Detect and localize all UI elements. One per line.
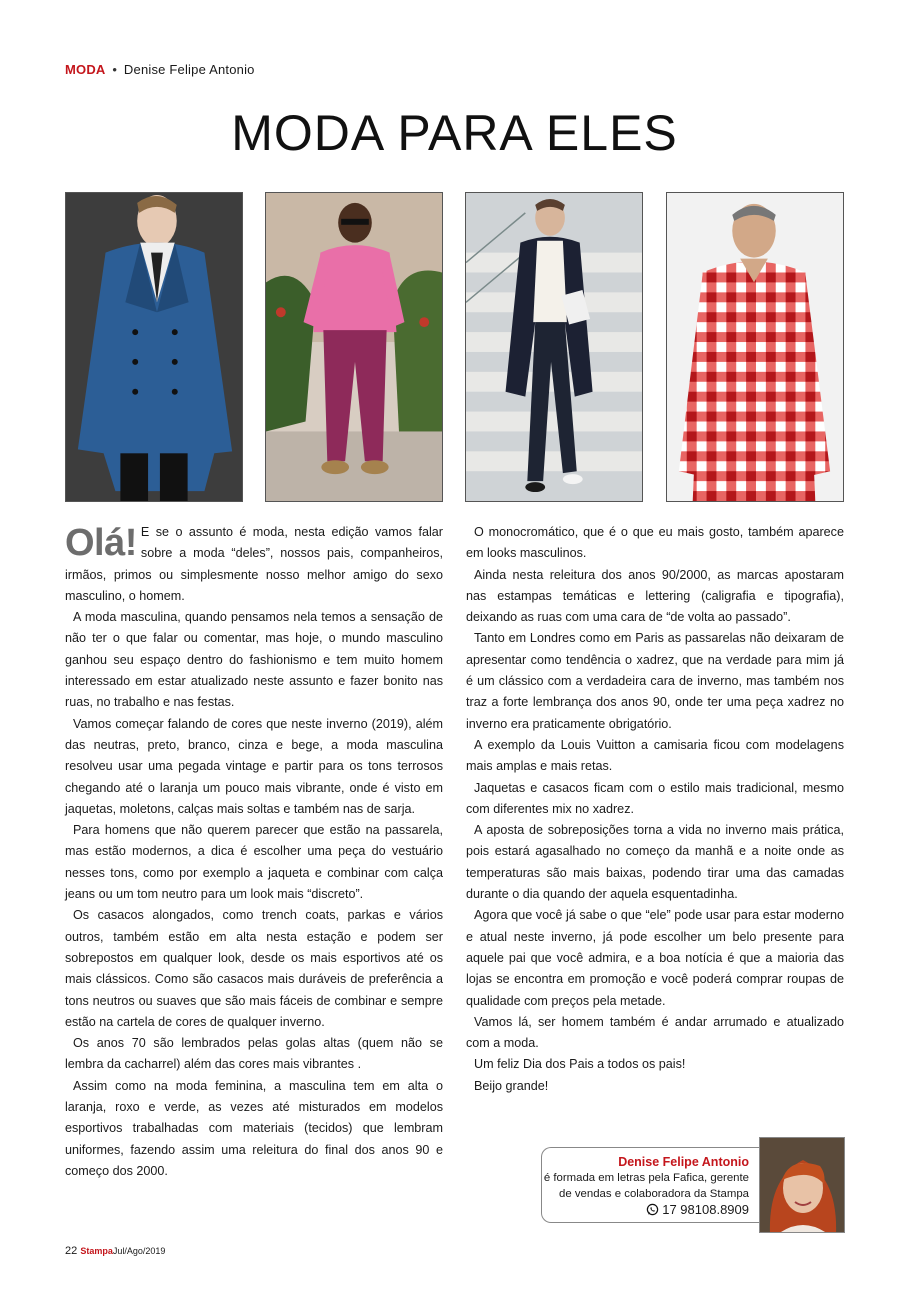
- author-name: Denise Felipe Antonio: [618, 1155, 749, 1169]
- intro-text: E se o assunto é moda, nesta edição vamos falar sobre a moda “deles”, nossos pais, companheiros, irmãos, primos ou simplesmente nosso melhor amigo do sexo masculino, o homem.: [65, 525, 443, 603]
- paragraph: Tanto em Londres como em Paris as passarelas não deixaram de apresentar como tendência o xadrez, que na verdade para mim já é um clássico com a verdadeira cara de inverno, mas também nos traz a forte lembrança dos anos 90, onde ter uma peça xadrez no inverno era praticamente obrigatório.: [466, 631, 844, 731]
- phone-number: 17 98108.8909: [662, 1202, 749, 1217]
- author-bio-line1: é formada em letras pela Fafica, gerente: [543, 1172, 749, 1184]
- paragraph: Para homens que não querem parecer que estão na passarela, mas estão modernos, a dica é escolher uma peça do vestuário nesses tons, como por exemplo a jaqueta e combinar com calça jeans ou um tom neutro para um look mais “discreto”.: [65, 823, 443, 902]
- paragraph: Os casacos alongados, como trench coats, parkas e vários outros, também estão em alta nesta estação e podem ser sobrepostos em qualquer look, desde os mais esportivos até os mais clássicos. Como são casacos mais duráveis de preferência a tons neutros ou suaves que são mais fáceis de combinar e sempre estão na cartela de cores de qualquer inverno.: [65, 908, 443, 1029]
- whatsapp-icon: [646, 1202, 663, 1217]
- paragraph: A aposta de sobreposições torna a vida no inverno mais prática, pois estará agasalhado no começo da manhã e a noite onde as temperaturas são mais baixas, podendo tirar uma das camadas durante o dia quando der aquela esquentadinha.: [466, 823, 844, 902]
- photo-trench-coat: [65, 192, 243, 502]
- section-category: MODA: [65, 62, 106, 77]
- paragraph: Vamos lá, ser homem também é andar arrumado e atualizado com a moda.: [466, 1014, 844, 1051]
- paragraph: Agora que você já sabe o que “ele” pode usar para estar moderno e atual neste inverno, já pode escolher um belo presente para aquele pai que você admira, e a boa notícia é que a maioria das lojas se encontra em promoção e você poderá comprar roupas de qualidade com preços pela metade.: [466, 908, 844, 1008]
- author-photo: [759, 1137, 845, 1233]
- paragraph-intro: [65, 522, 443, 607]
- dropcap: Olá!: [65, 522, 137, 564]
- photo-pink-shirt: [265, 192, 443, 502]
- author-phone: [542, 1202, 749, 1218]
- paragraph: Assim como na moda feminina, a masculina tem em alta o laranja, roxo e verde, as vezes até misturados em modelos esportivos trabalhadas com materiais (tecidos) que lembram uniformes, fazendo assim uma releitura do final dos anos 90 e começo dos 2000.: [65, 1078, 443, 1178]
- paragraph: O monocromático, que é o que eu mais gosto, também aparece em looks masculinos.: [466, 525, 844, 561]
- page-footer: [65, 1245, 165, 1257]
- article-column-right: [466, 522, 844, 1097]
- section-tag: [65, 62, 255, 77]
- paragraph: Ainda nesta releitura dos anos 90/2000, as marcas apostaram nas estampas temáticas e lettering (caligrafia e tipografia), deixando as ruas com uma cara de “de volta ao passado”.: [466, 567, 844, 625]
- paragraph: Um feliz Dia dos Pais a todos os pais!: [474, 1057, 686, 1072]
- paragraph: Jaquetas e casacos ficam com o estilo mais tradicional, mesmo com diferentes mix no xadrez.: [466, 780, 844, 816]
- author-bio-line2: de vendas e colaboradora da Stampa: [559, 1188, 749, 1200]
- page-number: 22: [65, 1245, 78, 1257]
- photo-plaid-shirt: [666, 192, 844, 502]
- paragraph: Os anos 70 são lembrados pelas golas altas (quem não se lembra da cacharrel) além das cores mais vibrantes .: [65, 1036, 443, 1072]
- magazine-brand: Stampa: [80, 1246, 113, 1256]
- paragraph: A moda masculina, quando pensamos nela temos a sensação de não ter o que falar ou comentar, mas hoje, o mundo masculino ganhou seu espaço dentro do fashionismo e tem muito homem interessado em estar atualizado neste assunto e fazer bonito nas ruas, no trabalho e nas festas.: [65, 610, 443, 710]
- section-author: Denise Felipe Antonio: [123, 62, 255, 77]
- article-column-left: [65, 522, 443, 1182]
- paragraph: Vamos começar falando de cores que neste inverno (2019), além das neutras, preto, branco, cinza e bege, a moda masculina resolveu usar uma pegada vintage e partir para os tons terrosos chegando até o laranja um pouco mais vibrante, onde é visto em jaquetas, moletons, calças mais soltas e também nas de sarja.: [65, 716, 443, 816]
- photo-navy-coat: [465, 192, 643, 502]
- paragraph: Beijo grande!: [474, 1078, 549, 1093]
- page-title: MODA PARA ELES: [231, 105, 678, 161]
- paragraph: A exemplo da Louis Vuitton a camisaria ficou com modelagens mais amplas e mais retas.: [466, 737, 844, 774]
- author-box: [541, 1147, 759, 1223]
- issue-date: Jul/Ago/2019: [112, 1246, 166, 1256]
- separator-dot: •: [112, 62, 118, 77]
